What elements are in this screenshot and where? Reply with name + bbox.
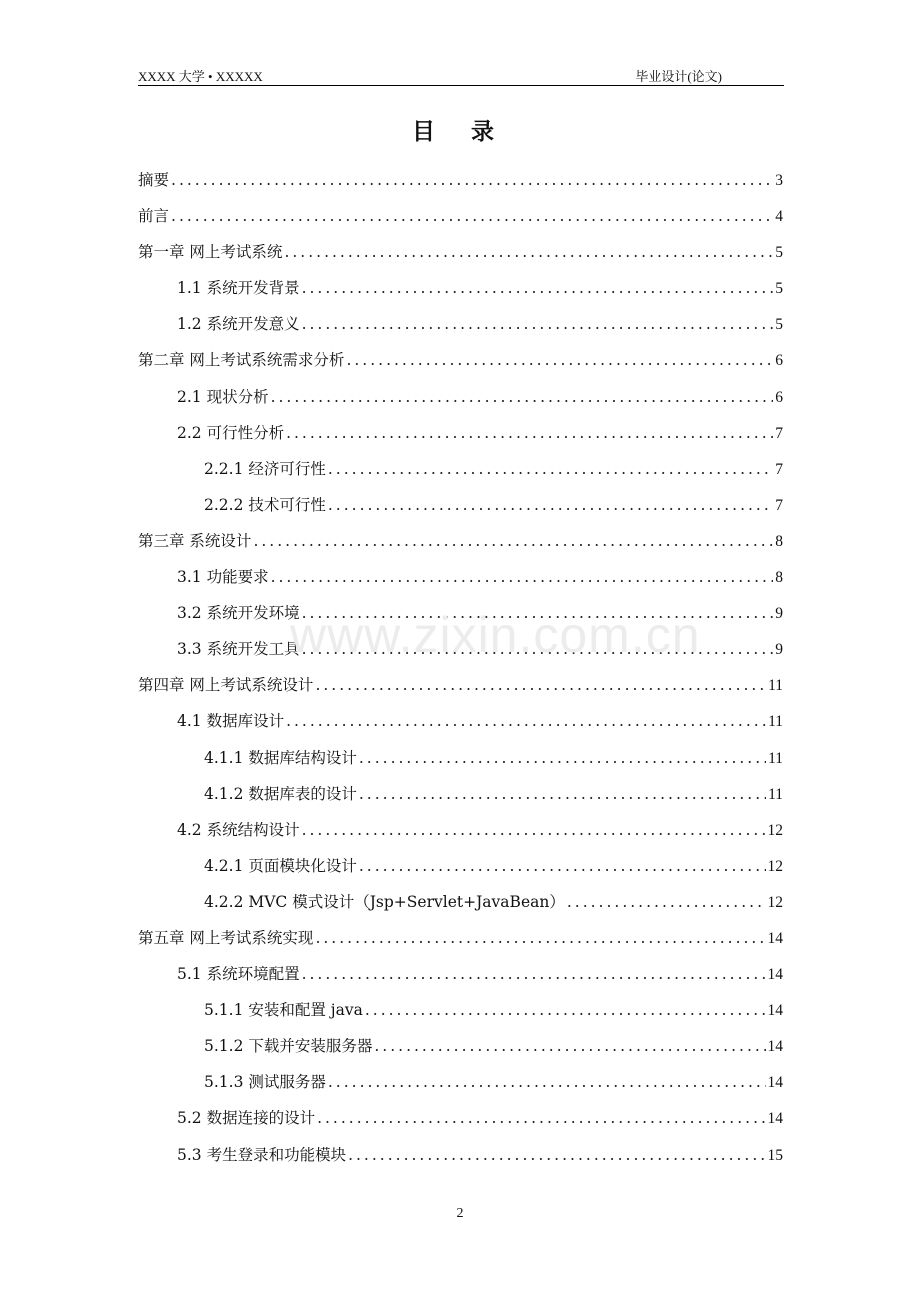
toc-dot-leader — [359, 776, 766, 812]
toc-entry[interactable] — [138, 270, 783, 306]
toc-entry[interactable] — [138, 523, 783, 559]
toc-entry-title: 第五章 网上考试系统实现 — [138, 928, 314, 947]
toc-dot-leader — [328, 451, 773, 487]
toc-entry-page: 14 — [767, 929, 783, 947]
toc-entry[interactable] — [138, 740, 783, 776]
toc-entry-page: 14 — [767, 1038, 783, 1056]
toc-dot-leader — [567, 884, 766, 920]
toc-entry-title: 4.2.1 页面模块化设计 — [204, 856, 357, 875]
toc-entry-page: 11 — [768, 785, 783, 803]
toc-entry-title: 2.2.1 经济可行性 — [204, 459, 326, 478]
watermark: www.zixin.com.cn — [290, 607, 701, 663]
toc-dot-leader — [171, 162, 773, 198]
toc-entry-page: 7 — [775, 460, 783, 478]
toc-entry-page: 7 — [775, 424, 783, 442]
toc-entry-page: 14 — [767, 1002, 783, 1020]
toc-entry-page: 12 — [767, 821, 783, 839]
toc-entry-title: 5.1.1 安装和配置 java — [204, 1001, 363, 1020]
toc-entry-page: 14 — [767, 966, 783, 984]
toc-entry-title: 第四章 网上考试系统设计 — [138, 676, 314, 695]
toc-entry-title: 4.2.2 MVC 模式设计（Jsp+Servlet+JavaBean） — [204, 892, 565, 911]
toc-entry[interactable] — [138, 415, 783, 451]
header-left-text: XXXX 大学 • XXXXX — [138, 69, 263, 84]
toc-entry-page: 8 — [775, 569, 783, 587]
toc-dot-leader — [315, 667, 766, 703]
toc-dot-leader — [302, 812, 766, 848]
toc-entry-title: 第一章 网上考试系统 — [138, 243, 283, 262]
toc-entry-title: 4.1.1 数据库结构设计 — [204, 748, 357, 767]
toc-dot-leader — [286, 703, 766, 739]
toc-entry[interactable] — [138, 1100, 783, 1136]
toc-entry-title: 第二章 网上考试系统需求分析 — [138, 351, 345, 370]
toc-entry-page: 12 — [767, 893, 783, 911]
toc-entry-page: 7 — [775, 496, 783, 514]
toc-entry[interactable] — [138, 667, 783, 703]
toc-entry-title: 1.1 系统开发背景 — [177, 279, 300, 298]
toc-entry[interactable] — [138, 992, 783, 1028]
toc-entry[interactable] — [138, 884, 783, 920]
toc-entry-page: 11 — [768, 713, 783, 731]
toc-dot-leader — [315, 920, 765, 956]
toc-dot-leader — [359, 740, 766, 776]
toc-entry-title: 3.3 系统开发工具 — [177, 640, 300, 659]
toc-entry[interactable] — [138, 1028, 783, 1064]
toc-entry-title: 3.2 系统开发环境 — [177, 604, 300, 623]
toc-entry-page: 4 — [775, 208, 783, 226]
toc-entry[interactable] — [138, 848, 783, 884]
toc-entry-page: 9 — [775, 641, 783, 659]
toc-entry-title: 摘要 — [138, 171, 170, 189]
toc-entry[interactable] — [138, 487, 783, 523]
toc-dot-leader — [302, 956, 766, 992]
toc-dot-leader — [346, 342, 773, 378]
toc-dot-leader — [286, 415, 773, 451]
toc-entry-page: 3 — [775, 172, 783, 189]
toc-entry-page: 5 — [775, 316, 783, 334]
header-divider — [138, 85, 784, 86]
header-right-text: 毕业设计(论文) — [635, 69, 722, 84]
toc-title: 目 录 — [411, 119, 508, 145]
toc-dot-leader — [271, 379, 774, 415]
toc-entry-title: 前言 — [138, 207, 170, 226]
toc-entry-page: 12 — [767, 857, 783, 875]
toc-entry-title: 4.1 数据库设计 — [177, 712, 285, 731]
toc-entry-page: 11 — [768, 749, 783, 767]
toc-entry-title: 第三章 系统设计 — [138, 531, 252, 550]
toc-dot-leader — [374, 1028, 765, 1064]
toc-entry-title: 4.1.2 数据库表的设计 — [204, 784, 357, 803]
toc-dot-leader — [253, 523, 773, 559]
toc-dot-leader — [271, 559, 774, 595]
toc-entry-title: 5.1.3 测试服务器 — [204, 1073, 326, 1092]
toc-dot-leader — [365, 992, 766, 1028]
toc-entry[interactable] — [138, 956, 783, 992]
toc-entry-title: 2.2 可行性分析 — [177, 423, 285, 442]
toc-entry[interactable] — [138, 703, 783, 739]
toc-entry[interactable] — [138, 379, 783, 415]
toc-entry-title: 3.1 功能要求 — [177, 568, 269, 587]
toc-entry[interactable] — [138, 920, 783, 956]
toc-dot-leader — [328, 487, 773, 523]
toc-entry-title: 5.1 系统环境配置 — [177, 965, 300, 984]
toc-dot-leader — [302, 306, 774, 342]
toc-entry-page: 11 — [768, 677, 783, 695]
toc-entry-page: 14 — [767, 1074, 783, 1092]
toc-entry-page: 15 — [767, 1146, 783, 1164]
toc-entry[interactable] — [138, 342, 783, 378]
toc-entry-page: 5 — [775, 244, 783, 262]
page-number: 2 — [456, 1206, 464, 1221]
toc-entry-title: 2.2.2 技术可行性 — [204, 495, 326, 514]
toc-dot-leader — [317, 1100, 765, 1136]
toc-entry-title: 5.2 数据连接的设计 — [177, 1109, 316, 1128]
toc-entry[interactable] — [138, 1137, 783, 1173]
toc-entry[interactable] — [138, 162, 783, 198]
toc-entry-page: 8 — [775, 532, 783, 550]
toc-entry-title: 5.1.2 下载并安装服务器 — [204, 1037, 373, 1056]
toc-dot-leader — [348, 1137, 765, 1173]
toc-entry-page: 5 — [775, 280, 783, 298]
toc-entry-title: 2.1 现状分析 — [177, 387, 269, 406]
toc-entry-page: 6 — [775, 388, 783, 406]
toc-entry[interactable] — [138, 559, 783, 595]
toc-dot-leader — [302, 270, 774, 306]
toc-dot-leader — [171, 198, 773, 234]
toc-entry[interactable] — [138, 198, 783, 234]
toc-entry[interactable] — [138, 234, 783, 270]
toc-entry[interactable] — [138, 1064, 783, 1100]
toc-entry[interactable] — [138, 776, 783, 812]
toc-entry-page: 9 — [775, 605, 783, 623]
toc-dot-leader — [284, 234, 773, 270]
toc-entry[interactable] — [138, 306, 783, 342]
toc-entry-page: 6 — [775, 352, 783, 370]
toc-entry[interactable] — [138, 812, 783, 848]
toc-entry-title: 1.2 系统开发意义 — [177, 315, 300, 334]
toc-dot-leader — [359, 848, 766, 884]
toc-entry-title: 4.2 系统结构设计 — [177, 820, 300, 839]
toc-entry[interactable] — [138, 451, 783, 487]
toc-entry-title: 5.3 考生登录和功能模块 — [177, 1145, 347, 1164]
toc-entry-page: 14 — [767, 1110, 783, 1128]
table-of-contents — [138, 162, 783, 1173]
toc-dot-leader — [328, 1064, 766, 1100]
